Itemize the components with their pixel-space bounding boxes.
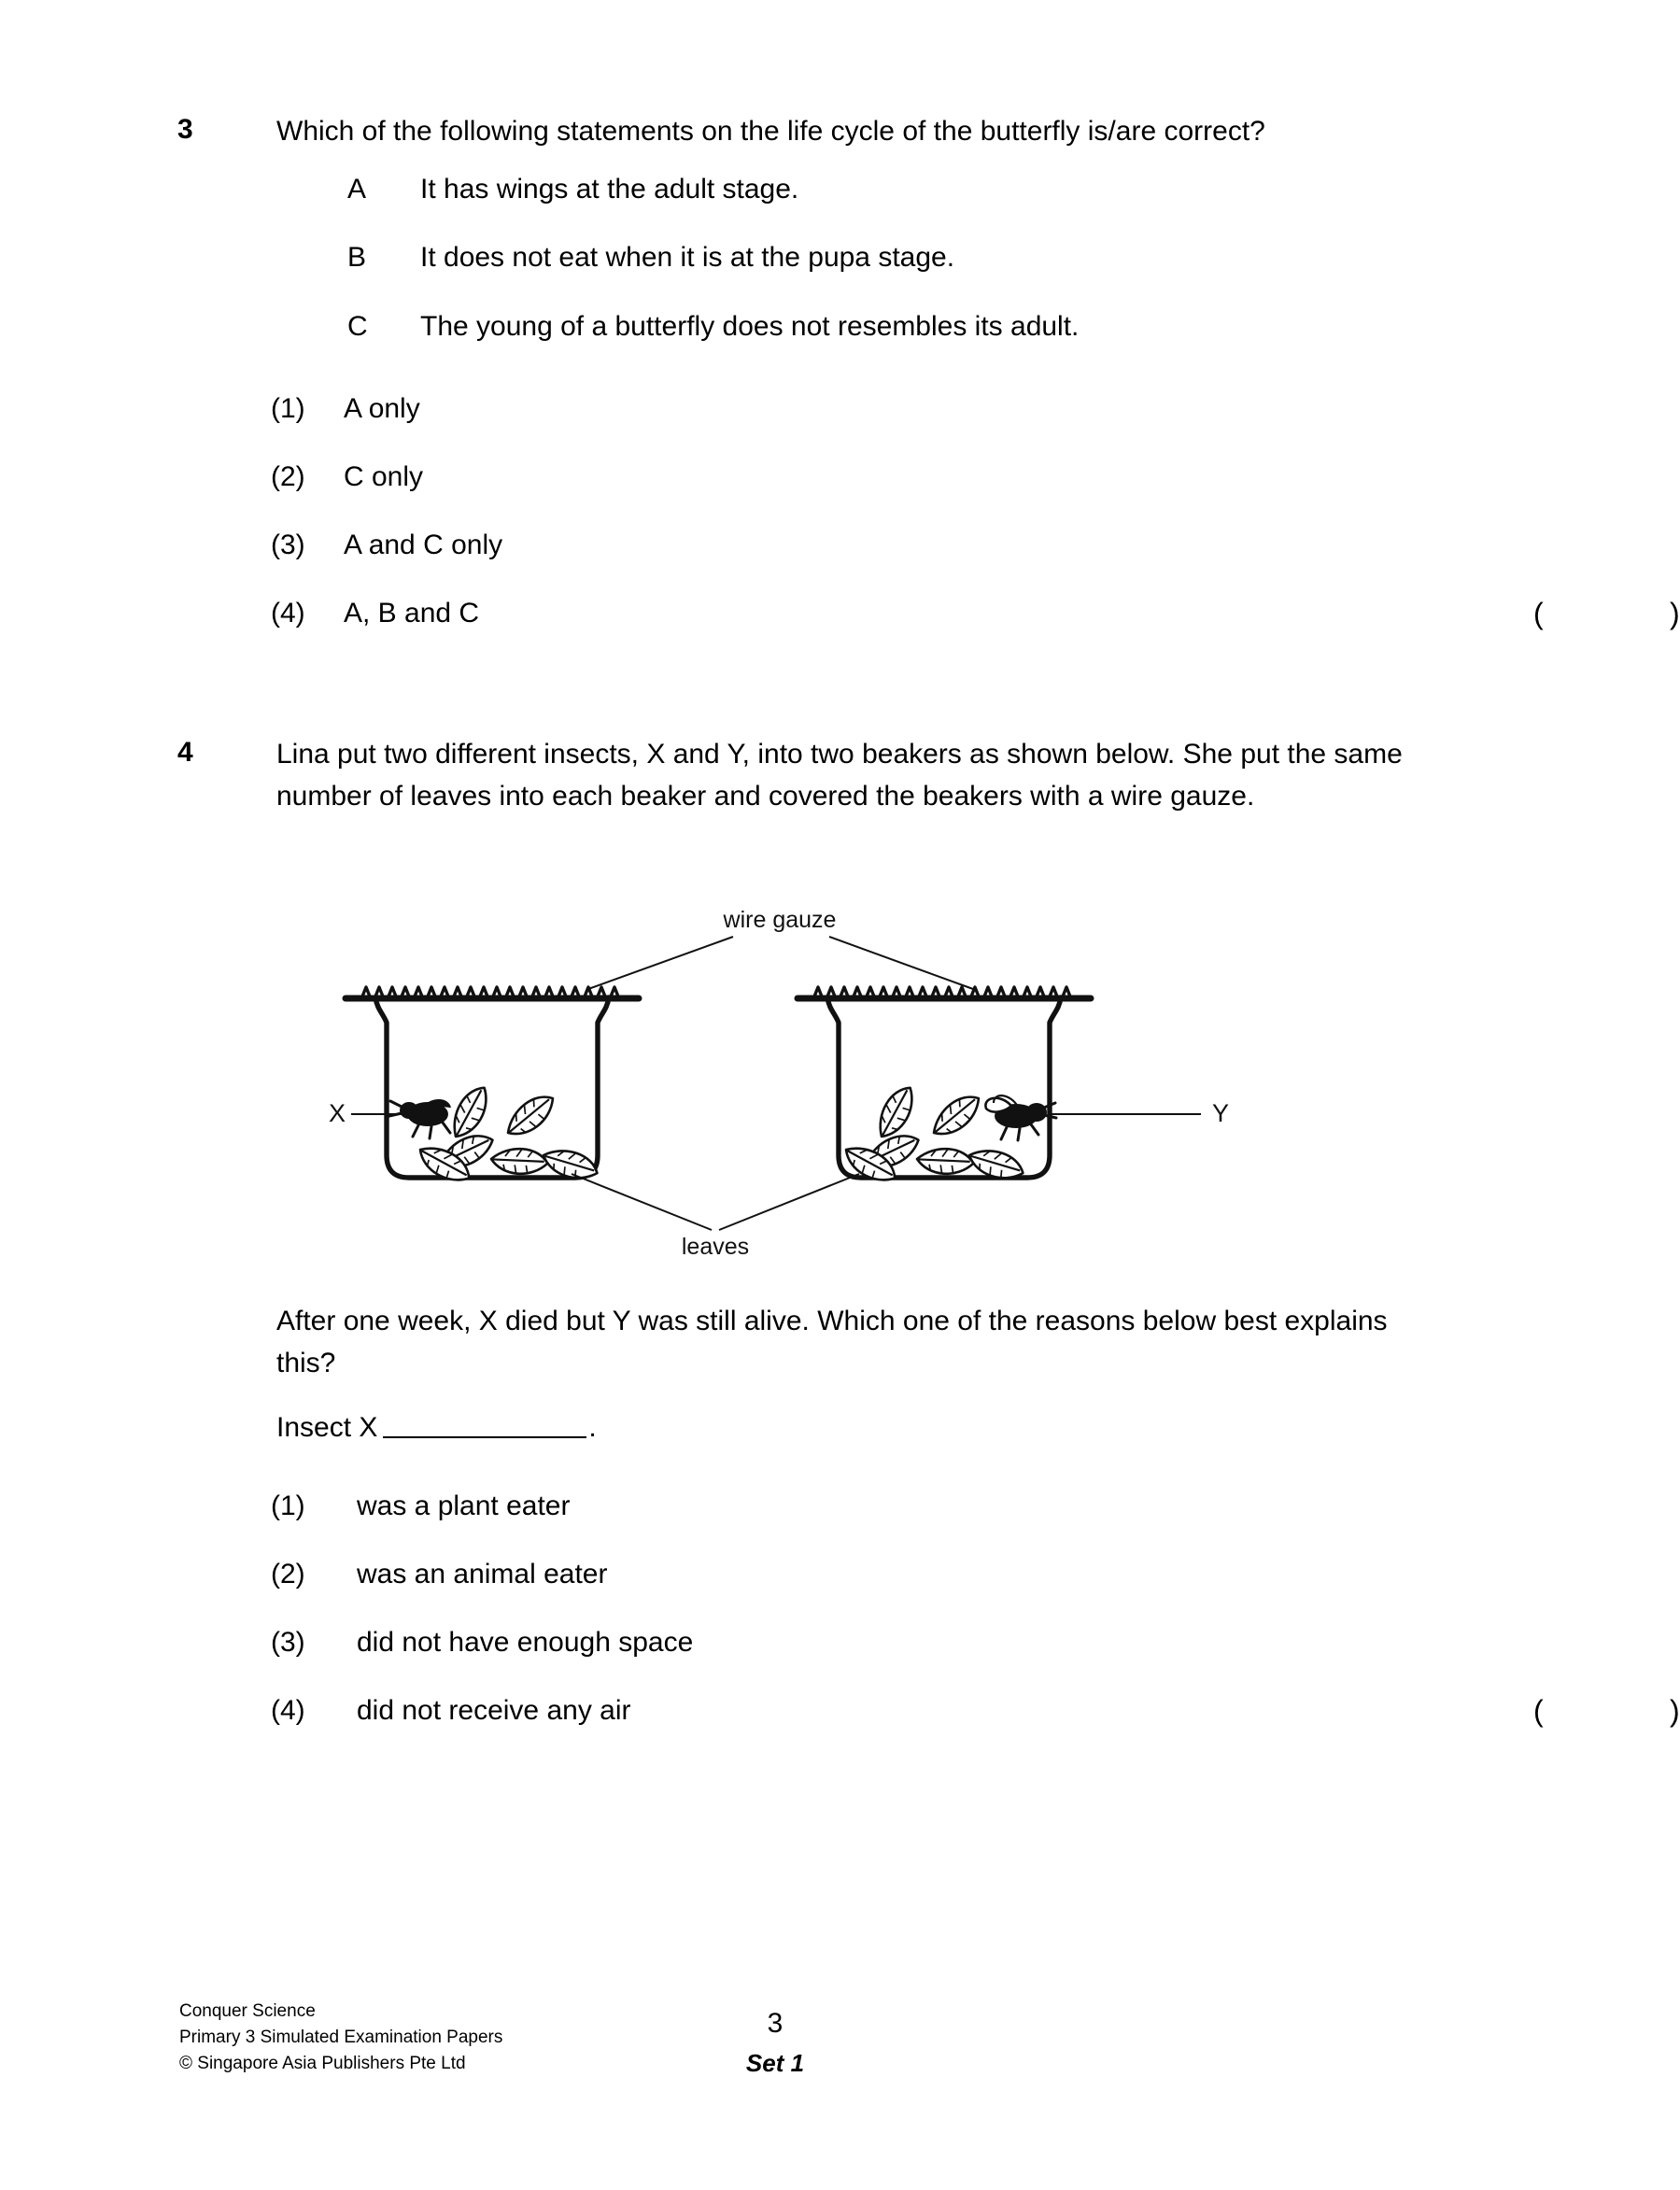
question-4-blank-line <box>276 1408 597 1448</box>
gauze-leader-left <box>588 937 733 989</box>
question-4-option-2[interactable] <box>271 1555 1447 1594</box>
question-4-stem: Lina put two different insects, X and Y, into two beakers as shown below. She put the same number of leaves into each beaker and covered the beakers with a wire gauze. <box>276 739 1403 812</box>
insect-y-label: Y <box>1212 1099 1230 1127</box>
question-4-follow-up: After one week, X died but Y was still alive. Which one of the reasons below best explains this? <box>276 1306 1388 1378</box>
page-number: 3 <box>767 2008 784 2039</box>
footer-line-2: Primary 3 Simulated Examination Papers <box>179 2028 503 2047</box>
answer-bracket-open: ( <box>1533 1694 1544 1728</box>
question-4-option-3[interactable] <box>271 1623 1447 1662</box>
leaves-label: leaves <box>681 1234 750 1260</box>
blank-prefix: Insect X <box>276 1412 378 1443</box>
answer-bracket-open: ( <box>1533 597 1544 630</box>
insect-x-label: X <box>329 1099 346 1127</box>
answer-blank[interactable] <box>383 1416 586 1438</box>
question-3-option-2[interactable] <box>271 458 1447 497</box>
option-number: (2) <box>271 1559 305 1590</box>
option-number: (3) <box>271 530 305 560</box>
statement-text: It does not eat when it is at the pupa stage. <box>420 242 955 273</box>
leaves-leader-left <box>572 1174 712 1230</box>
footer-line-1: Conquer Science <box>179 2001 316 2021</box>
question-4-option-4[interactable] <box>271 1691 1680 1731</box>
question-3-statement-a <box>347 171 1421 208</box>
statement-text: It has wings at the adult stage. <box>420 174 799 205</box>
question-3-option-3[interactable] <box>271 526 1447 565</box>
statement-text: The young of a butterfly does not resembles its adult. <box>420 311 1080 342</box>
option-number: (4) <box>271 1695 305 1726</box>
wire-gauze-label: wire gauze <box>723 907 837 933</box>
gauze-leader-right <box>829 937 973 989</box>
set-label: Set 1 <box>745 2049 805 2077</box>
question-4-number: 4 <box>177 737 193 768</box>
question-4-option-1[interactable] <box>271 1487 1447 1526</box>
statement-letter: A <box>347 174 367 205</box>
option-number: (3) <box>271 1627 305 1658</box>
question-3-option-1[interactable] <box>271 389 1447 429</box>
question-3-statement-c <box>347 308 1421 346</box>
option-number: (2) <box>271 461 305 492</box>
beaker-right <box>798 987 1091 1192</box>
option-label: was a plant eater <box>357 1491 571 1521</box>
option-label: A and C only <box>344 530 503 560</box>
question-3-statement-b <box>347 239 1421 276</box>
option-label: did not have enough space <box>357 1627 694 1658</box>
option-label: A only <box>344 393 420 424</box>
beaker-experiment-figure <box>308 883 1251 1260</box>
answer-bracket-close: ) <box>1670 597 1680 630</box>
statement-letter: B <box>347 242 367 273</box>
question-3-stem: Which of the following statements on the life cycle of the butterfly is/are correct? <box>276 116 1265 147</box>
insect-y <box>985 1095 1056 1140</box>
option-label: was an animal eater <box>357 1559 608 1590</box>
option-label: C only <box>344 461 424 492</box>
option-label: did not receive any air <box>357 1695 631 1726</box>
option-number: (1) <box>271 393 305 424</box>
leaves-leader-right <box>719 1174 859 1230</box>
option-number: (1) <box>271 1491 305 1521</box>
option-label: A, B and C <box>344 598 480 629</box>
blank-suffix: . <box>588 1412 597 1443</box>
footer-line-3: © Singapore Asia Publishers Pte Ltd <box>179 2054 466 2073</box>
statement-letter: C <box>347 311 368 342</box>
insect-x <box>389 1100 450 1138</box>
answer-bracket-close: ) <box>1670 1694 1680 1728</box>
question-3-option-4[interactable] <box>271 594 1680 633</box>
question-3-number: 3 <box>177 114 193 145</box>
beaker-left <box>346 987 639 1192</box>
option-number: (4) <box>271 598 305 629</box>
